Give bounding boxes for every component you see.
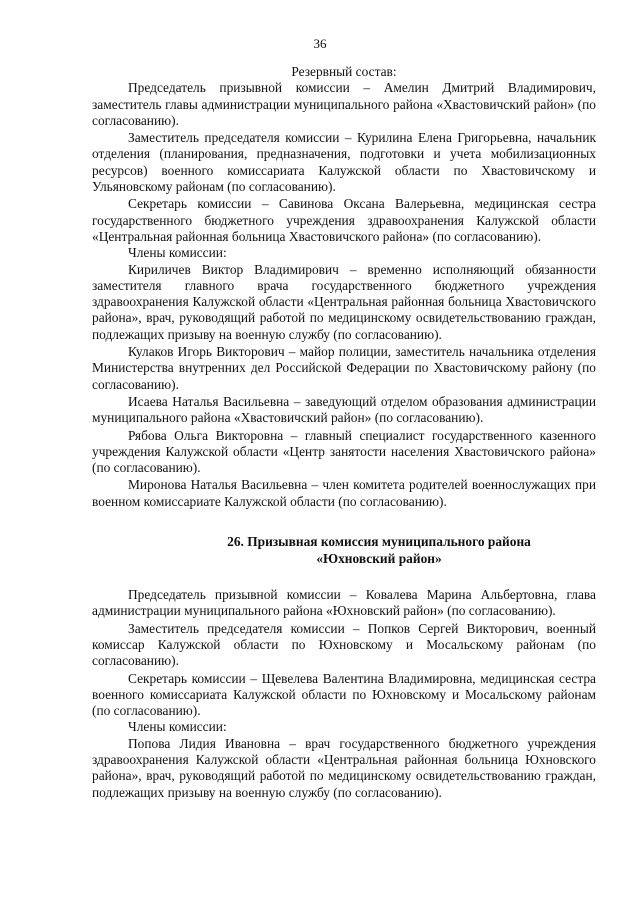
page-number: 36 [313,36,327,51]
reserve-member-paragraph: Кириличев Виктор Владимирович – временно исполняющий обязанности заместителя главного врача государственного бюджетного учреждения здравоохранения Калужской области «Центральная районная больница Хвастовичского района», врач, руководящий работой по медицинскому освидетельствованию граждан, подлежащих призыву на военную службу (по согласованию). [92,261,596,342]
reserve-member-paragraph: Кулаков Игорь Викторович – майор полиции, заместитель начальника отделения Министерства внутренних дел Российской Федерации по Хвастовичскому району (по согласованию). [92,344,596,392]
page-content [92,64,596,801]
reserve-heading: Резервный состав: [291,64,397,79]
reserve-member-paragraph: Рябова Ольга Викторовна – главный специалист государственного казенного учреждения Калужской области «Центр занятости населения Хвастовичского района» (по согласованию). [92,427,596,476]
section-members-label: Члены комиссии: [128,719,227,735]
reserve-member-paragraph: Исаева Наталья Васильевна – заведующий отделом образования администрации муниципального района «Хвастовичский район» (по согласованию). [92,393,596,426]
section-secretary-paragraph: Секретарь комиссии – Щевелева Валентина Владимировна, медицинская сестра военного комиссариата Калужской области по Юхновскому и Мосальскому районам (по согласованию). [92,670,596,719]
section-deputy-paragraph: Заместитель председателя комиссии – Попков Сергей Викторович, военный комиссар Калужской области по Юхновскому и Мосальскому районам (по согласованию). [92,620,596,669]
section-member-paragraph: Попова Лидия Ивановна – врач государственного бюджетного учреждения здравоохранения Калужской области «Центральная районная больница Юхновского района», врач, руководящий работой по медицинскому освидетельствованию граждан, подлежащих призыву на военную службу (по согласованию). [92,735,596,800]
reserve-chairman-paragraph: Председатель призывной комиссии – Амелин Дмитрий Владимирович, заместитель главы администрации муниципального района «Хвастовичский район» (по согласованию). [92,80,596,128]
section-title-line: «Юхновский район» [316,550,442,566]
section-title [92,534,596,567]
reserve-member-paragraph: Миронова Наталья Васильевна – член комитета родителей военнослужащих при военном комиссариате Калужской области (по согласованию). [92,477,596,509]
section-title-line: 26. Призывная комиссия муниципального района [227,534,531,550]
reserve-secretary-paragraph: Секретарь комиссии – Савинова Оксана Валерьевна, медицинская сестра государственного бюджетного учреждения здравоохранения Калужской области «Центральная районная больница Хвастовичского района» (по согласованию). [92,196,596,244]
reserve-deputy-paragraph: Заместитель председателя комиссии – Курилина Елена Григорьевна, начальник отделения (планирования, предназначения, подготовки и учета мобилизационных ресурсов) военного комиссариата Калужской области по Хвастовичскому и Ульяновскому районам (по согласованию). [92,130,596,195]
section-chairman-paragraph: Председатель призывной комиссии – Ковалева Марина Альбертовна, глава администрации муниципального района «Юхновский район» (по согласованию). [92,587,596,619]
reserve-members-label: Члены комиссии: [128,245,227,261]
